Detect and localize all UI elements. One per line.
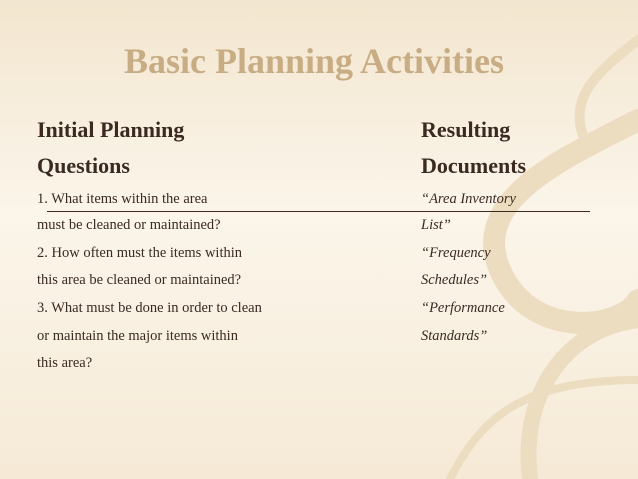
question-line: 2. How often must the items within	[37, 245, 242, 261]
document-line: Standards”	[421, 328, 488, 344]
left-heading-line-2: Questions	[37, 153, 130, 178]
question-line: must be cleaned or maintained?	[37, 217, 221, 233]
right-heading-line-2: Documents	[421, 153, 527, 178]
question-line: this area be cleaned or maintained?	[37, 272, 242, 288]
document-line: Schedules”	[421, 272, 488, 288]
question-line: 1. What items within the area	[37, 191, 208, 207]
question-line: this area?	[37, 355, 93, 371]
document-line: “Frequency	[421, 245, 491, 261]
left-column-heading	[37, 112, 184, 184]
right-column-heading	[421, 112, 526, 184]
slide-title: Basic Planning Activities	[123, 41, 505, 81]
question-line: or maintain the major items within	[37, 328, 238, 344]
divider-line	[47, 211, 590, 212]
document-line: List”	[421, 217, 451, 233]
document-line: “Area Inventory	[421, 191, 516, 207]
question-line: 3. What must be done in order to clean	[37, 300, 262, 316]
left-heading-line-1: Initial Planning	[37, 117, 185, 142]
right-heading-line-1: Resulting	[421, 117, 511, 142]
document-line: “Performance	[421, 300, 505, 316]
